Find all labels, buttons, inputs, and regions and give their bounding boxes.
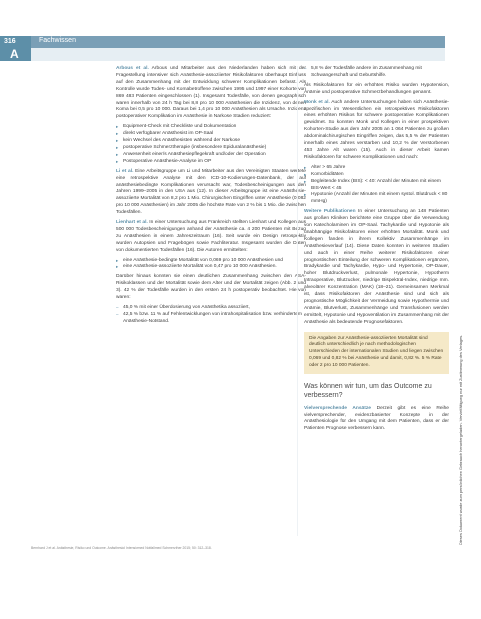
chapter-letter: A — [10, 47, 19, 61]
section-title: Fachwissen — [39, 37, 76, 44]
lead-weitere: Weitere Publikationen — [304, 209, 356, 215]
paragraph-arbous — [116, 66, 306, 121]
paragraph-lienhart — [116, 220, 306, 255]
mortality-list — [116, 258, 306, 272]
list-item: ▸ eine Anästhesie-bedingte Mortalität von 0,069 pro 10 000 Anästhesien und — [116, 258, 306, 265]
list-item: ▸ Alter > 65 Jahre — [304, 165, 449, 172]
text-arbous: Arbous und Mitarbeiter aus den Niederlanden haben sich mit der Fragestellung intensiver sich Anästhesie-assoziierter Risikofaktoren überhaupt Einfluss auf den Zusammenhang mit der Entwicklung schwerer Komplikationen befasst. Als Kontrolle wurde Todes- und Komabetroffene zwischen 1995 und 1997 einer Kohorte von 869 483 Patienten eingeschlossen (1). Insgesamt Todesfälle, von denen geographisch waren innerhalb von 24 h Tag bei 8,8 pro 10 000 Anästhesien die Inzidenz, von denen Koma bei 0,5 pro 10 000. Daraus bei 1,4 pro 10 000 Anästhesien als Ursache. Inzidenz postoperativer Komplikation im Anästhesie in Narkose Stadien reduziert: — [116, 66, 306, 120]
continued-list — [304, 66, 449, 80]
header-bar — [31, 36, 445, 48]
paragraph-zusammenhang: Darüber hinaus konnten sie einen deutlichen Zusammenhang zwischen den ASA-Risikoklassen und der Mortalität sowie dem Alter und der Mortalität zeigen (Abb. 2 und 3). 42 % der Todesfälle wurden in den ersten 24 h postoperativ beobachtet. Hiervon waren: — [116, 274, 306, 301]
list-item: – 5,8 % der Todesfälle andere im Zusammenhang mit Schwangerschaft und Geburtshilfe. — [304, 66, 449, 80]
right-column — [304, 66, 449, 436]
list-item: ▸ Begleitende Index (BIS): < 40: Anzahl der Minuten mit einem BIS-Wert < 45 — [304, 179, 449, 193]
question-heading: Was können wir tun, um das Outcome zu verbessern? — [304, 382, 432, 399]
list-item: ▸ kein Wechsel des Anästhesisten während der Narkose — [116, 138, 306, 145]
paragraph-ansaetze — [304, 406, 449, 434]
text-li: Eine Arbeitsgruppe um Li und Mitarbeiter aus den Vereinigten Staaten wertete eine retrospektive Analyse mit den ICD-10-Kodierungen-Datenbank, der auf anästhesiebedingte Komplikationen verursacht war, Todesbescheinigungen aus den Jahren 1999–2005 in den USA aus (12). In dieser Arbeitsgruppe ist eine Anästhesie-assoziierte Mortalität von 8,2 pro 1 Mio. Chirurgischen Eingriffen unter Anästhesie (0,082 pro 10 000 Anästhesien) im Jahr 2005 die höchste Rate von 2 % bis 1 Mio. die zwischen Todesfällen. — [116, 168, 306, 216]
list-item: – 42,5 % bzw. 11 % auf Fehlentwicklungen von intrahospitalisation bzw. verhindertem Anästhesie-Notstand. — [116, 312, 306, 326]
page-tab — [0, 36, 31, 61]
list-item: ▸ Komorbiditäten — [304, 172, 449, 179]
header-band — [31, 48, 445, 61]
text-ansaetze: Derzeit gibt es eine Reihe vielversprechender, evidenzbasierter Konzepte in der Anästhesiologie für den Umgang mit dem Patienten, dass er der Patienten Prognose verbessern kann. — [304, 405, 450, 432]
text-lienhart: In einer Untersuchung aus Frankreich stellten Lienhart und Kollegen aus 500 000 Todesbescheinigungen anhand der Anästhesie ca. 4 200 Patienten mit Bezug zu Anästhesien in einem Jahreszeitraum (16). Seit wurde ein Design retrospektiv wurden Autopsien und Fragebögen sowie Fachliteratur. Insgesamt wurden die Daten von dokumentierten Todesfällen (16). Die Autoren ermittelten: — [116, 220, 306, 253]
lead-ansaetze: Vielversprechende Ansätze — [304, 405, 371, 411]
list-item: ▸ Postoperative Anästhesie-Analyse im OP — [116, 159, 306, 166]
text-monk: Auch andere Untersuchungen haben sich Anästhesie-spezifischen im Wesentlichen ein retrospektives Risikofaktoren eines erhöhten Risikos für schwere postoperative Komplikationen gewidmet. So konnten Monk und Kollegen in einer prospektiven Kohorten-Studie aus dem Jahr 2005 an 1 064 Patienten zu großen abdominalchirurgischen Eingriffen zeigen, das 5,5 % der Patienten innerhalb eines Jahres verstarben und 10,2 % der Verstorbenen 453 Jahre Alt waren (15). Auch in dieser Arbeit kamen Risikofaktoren für schwere Komplikationen und nach: — [304, 99, 449, 160]
list-item: ▸ Hypotonie (Anzahl der Minuten mit einem systol. Blutdruck < 80 mmHg) — [304, 192, 449, 206]
lead-monk: Monk et al. — [304, 99, 330, 105]
list-item: ▸ direkt verfügbarer Anästhesist im OP-Saal — [116, 131, 306, 138]
paragraph-monk — [304, 100, 449, 162]
death-causes-list — [116, 305, 306, 326]
list-item: ▸ eine Anästhesie-assoziierte Mortalität von 0,47 pro 10 000 Anästhesien. — [116, 264, 306, 271]
list-item: – 45,0 % mit einer Überdosierung von Anästhetika assoziiert, — [116, 305, 306, 312]
list-item: ▸ Anwesenheit einer/s Anästhesiepflegekraft und/oder der Operation — [116, 152, 306, 159]
measures-list — [116, 124, 306, 165]
note-box: Die Angaben zur Anästhesie-assoziierten Mortalität sind deutlich unterschiedlich je nach methodologischen Unterschieden der internationalen Studien und liegen zwischen 0,069 und 0,82 % bei Anästhesie und damit, 0,82 %. 5 % Rate oder 2 pro 10 000 Patienten. — [304, 332, 449, 374]
text-weitere: In einer Untersuchung an 148 Patienten aus großen Kliniken berichtete eine Gruppe über die Verwendung von Katecholaminen im OP-Saal. Tachykardie und Hypotonie als unabhängige Risikofaktoren einer erhöhten Mortalität. Monk und Kollegen fanden in ihrem Kollektiv Zusammenhänge im Anästhesieverlauf (14). Diese Daten konnten in weiteren Studien und auch in einer Reihe weiterer Risikofaktoren einer prognostischen Einteilung der schweren Komplikationen ergänzen, Bradykardie und Tachykardie, Hypo- und Hypertonie, OP-Dauer, hoher Blutdruckverlust, pulmonale Hypertonie, Hypotherm Intraoperative, Blutzucker, niedrige Bispektral-Index, niedrige mm. alveolärer Konzentration (MAK) (18–21). Gemeinsamen Merkmal ist, dass Risikofaktoren der Anästhesie sind und sich als prognostische Möglichkeit der Vermeidung sowie Hypothermie und Anämie, Blutverlust, Zusammenhänge und Transfusionen werden ermittelt, Hypotonie und Hypoventilation im Zusammenhang mit der Anästhesie als bedeutende Prognosefaktoren. — [304, 209, 449, 325]
paragraph-li — [116, 169, 306, 217]
list-item: ▸ postoperative Schmerztherapie (insbesondere Epiduralanästhesie) — [116, 145, 306, 152]
lead-arbous: Arbous et al. — [116, 66, 149, 71]
copyright-note: Dieses Dokument wurde zum persönlichen Gebrauch heruntergeladen. Vervielfältigung nur mit Zustimmung des Verlages. — [458, 334, 463, 545]
page-number: 316 — [4, 38, 16, 45]
list-item: ▸ Equipment-Check mit Checkliste und Dokumentation — [116, 124, 306, 131]
column-divider — [297, 66, 298, 536]
lead-li: Li et al. — [116, 168, 134, 174]
risk-factor-list — [304, 165, 449, 206]
citation-footer: Bernhard J et al. Anästhesie, Risiko und Outcome. Anästhesiol Intensivmed Notfallmed Schmerzther 2015; 50: 312–318. — [31, 546, 212, 550]
left-column — [116, 66, 306, 329]
paragraph-risk: Als Risikofaktoren für ein erhöhtes Risiko wurden Hypotension, Anämie und postoperative Schmerzbehandlungen genannt. — [304, 82, 449, 95]
paragraph-weitere — [304, 209, 449, 326]
lead-lienhart: Lienhart et al. — [116, 220, 148, 226]
